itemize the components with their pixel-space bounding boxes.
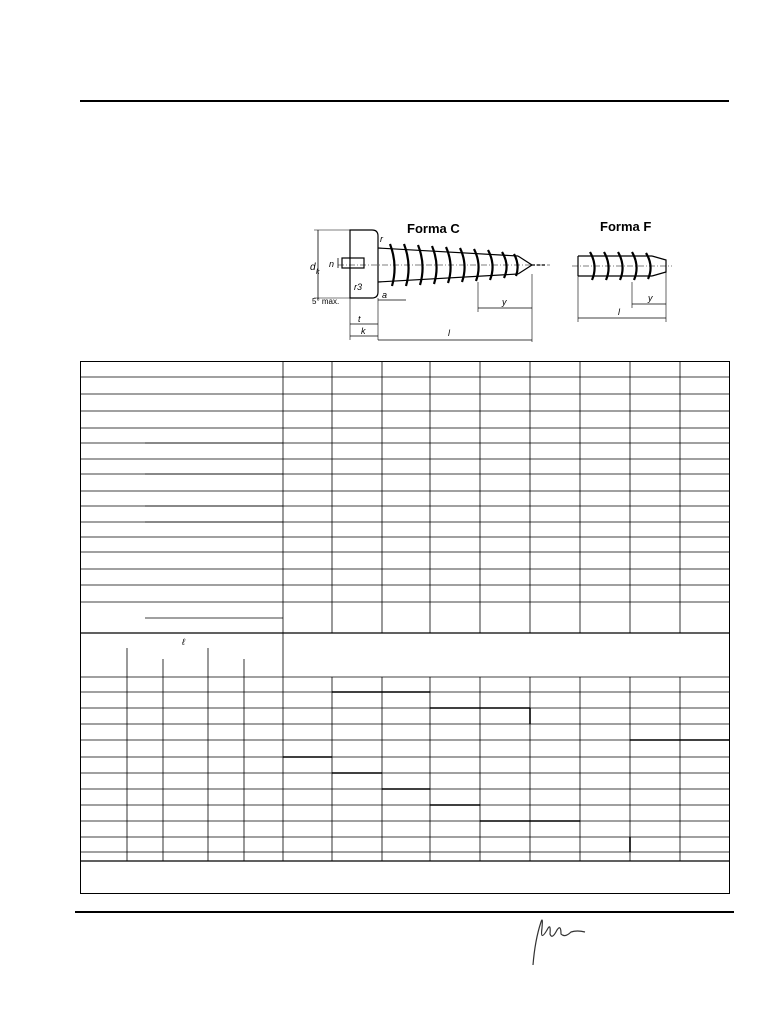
- dim-t-label: t: [358, 314, 361, 324]
- dim-smax-label: 5° max.: [312, 297, 340, 306]
- length-header-symbol: ℓ: [182, 637, 185, 647]
- top-rule: [80, 100, 729, 102]
- form-f-title: Forma F: [600, 219, 652, 234]
- dim-n-label: n: [329, 259, 335, 269]
- dim-l-label: l: [448, 328, 450, 338]
- dimension-table-grid: [80, 361, 730, 894]
- dim-r3-label: r3: [354, 282, 363, 292]
- dim-dk-label: d: [310, 262, 316, 273]
- screw-drawing: [300, 212, 680, 352]
- signature: [525, 910, 595, 970]
- form-c-screw: [314, 230, 550, 342]
- form-f-screw: [572, 252, 672, 322]
- dim-a-label: a: [382, 290, 388, 300]
- dim-r-label: r: [380, 234, 383, 244]
- form-c-title: Forma C: [407, 221, 460, 236]
- dimension-table: [80, 361, 730, 894]
- dim-k-label: k: [361, 326, 366, 336]
- bottom-rule: [75, 911, 734, 913]
- form-f-dim-y-label: y: [648, 293, 653, 303]
- dim-dk-sub-label: k: [316, 269, 320, 276]
- dim-y-label: y: [502, 297, 507, 307]
- form-f-dim-l-label: l: [618, 307, 620, 317]
